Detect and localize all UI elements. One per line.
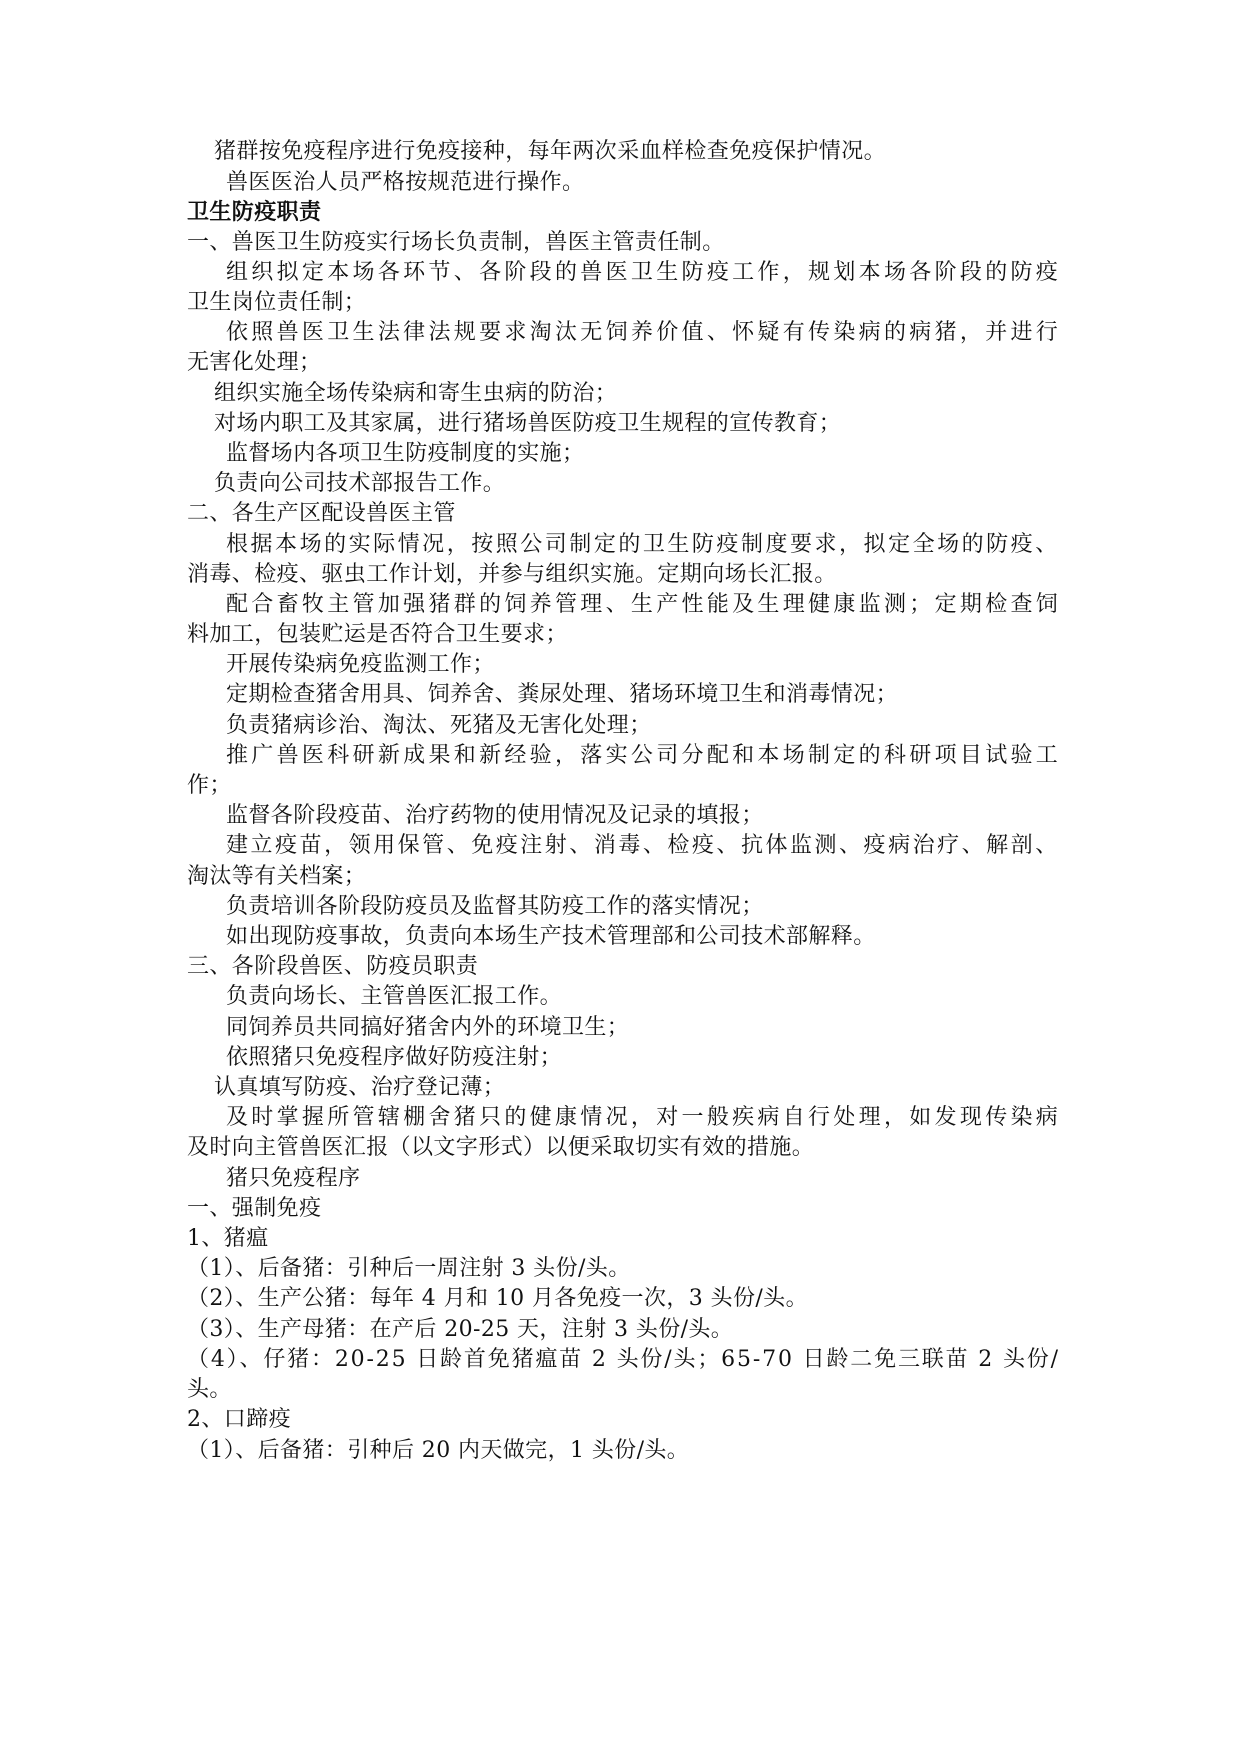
text-line-9: 组织实施全场传染病和寄生虫病的防治； [214, 381, 618, 406]
text-line-22: 作； [187, 773, 232, 798]
text-line-31: 依照猪只免疫程序做好防疫注射； [226, 1045, 563, 1070]
text-line-30: 同饲养员共同搞好猪舍内外的环境卫生； [226, 1015, 630, 1040]
text-line-5: 组织拟定本场各环节、各阶段的兽医卫生防疫工作，规划本场各阶段的防疫 [226, 260, 1062, 285]
text-line-12: 负责向公司技术部报告工作。 [214, 471, 506, 496]
text-line-20: 负责猪病诊治、淘汰、死猪及无害化处理； [226, 713, 652, 738]
text-line-24: 建立疫苗，领用保管、免疫注射、消毒、检疫、抗体监测、疫病治疗、解剖、 [226, 833, 1060, 858]
text-line-7: 依照兽医卫生法律法规要求淘汰无饲养价值、怀疑有传染病的病猪，并进行 [226, 320, 1062, 345]
text-line-33: 及时掌握所管辖棚舍猪只的健康情况，对一般疾病自行处理，如发现传染病 [226, 1105, 1062, 1130]
text-line-21: 推广兽医科研新成果和新经验，落实公司分配和本场制定的科研项目试验工 [226, 743, 1062, 768]
text-line-2: 兽医医治人员严格按规范进行操作。 [226, 170, 585, 195]
text-line-25: 淘汰等有关档案； [187, 864, 367, 889]
text-line-29: 负责向场长、主管兽医汇报工作。 [226, 984, 563, 1009]
text-line-37: 1、猪瘟 [187, 1226, 269, 1251]
text-line-27: 如出现防疫事故，负责向本场生产技术管理部和公司技术部解释。 [226, 924, 876, 949]
text-line-18: 开展传染病免疫监测工作； [226, 652, 495, 677]
text-line-34: 及时向主管兽医汇报（以文字形式）以便采取切实有效的措施。 [187, 1135, 815, 1160]
text-line-10: 对场内职工及其家属，进行猪场兽医防疫卫生规程的宣传教育； [214, 411, 842, 436]
text-line-36: 一、强制免疫 [187, 1196, 322, 1221]
text-line-13: 二、各生产区配设兽医主管 [187, 501, 456, 526]
text-line-3: 卫生防疫职责 [187, 200, 322, 225]
text-line-42: 头。 [187, 1377, 232, 1402]
text-line-41: （4）、仔猪：20-25 日龄首免猪瘟苗 2 头份/头；65-70 日龄二免三联苗 2 头份/ [187, 1347, 1060, 1372]
text-line-19: 定期检查猪舍用具、饲养舍、粪尿处理、猪场环境卫生和消毒情况； [226, 682, 899, 707]
text-line-38: （1）、后备猪：引种后一周注射 3 头份/头。 [187, 1256, 631, 1281]
text-line-39: （2）、生产公猪：每年 4 月和 10 月各免疫一次，3 头份/头。 [187, 1286, 808, 1311]
text-line-32: 认真填写防疫、治疗登记薄； [214, 1075, 506, 1100]
text-line-4: 一、兽医卫生防疫实行场长负责制，兽医主管责任制。 [187, 230, 725, 255]
text-line-35: 猪只免疫程序 [226, 1166, 361, 1191]
text-line-43: 2、口蹄疫 [187, 1407, 291, 1432]
text-line-1: 猪群按免疫程序进行免疫接种，每年两次采血样检查免疫保护情况。 [214, 139, 887, 164]
text-line-11: 监督场内各项卫生防疫制度的实施； [226, 441, 585, 466]
text-line-6: 卫生岗位责任制； [187, 290, 367, 315]
text-line-28: 三、各阶段兽医、防疫员职责 [187, 954, 479, 979]
text-line-17: 料加工，包装贮运是否符合卫生要求； [187, 622, 568, 647]
text-line-16: 配合畜牧主管加强猪群的饲养管理、生产性能及生理健康监测；定期检查饲 [226, 592, 1062, 617]
text-line-14: 根据本场的实际情况，按照公司制定的卫生防疫制度要求，拟定全场的防疫、 [226, 532, 1060, 557]
text-line-40: （3）、生产母猪：在产后 20-25 天，注射 3 头份/头。 [187, 1317, 734, 1342]
text-line-26: 负责培训各阶段防疫员及监督其防疫工作的落实情况； [226, 894, 764, 919]
text-line-44: （1）、后备猪：引种后 20 内天做完，1 头份/头。 [187, 1438, 690, 1463]
text-line-15: 消毒、检疫、驱虫工作计划，并参与组织实施。定期向场长汇报。 [187, 562, 837, 587]
text-line-23: 监督各阶段疫苗、治疗药物的使用情况及记录的填报； [226, 803, 764, 828]
text-line-8: 无害化处理； [187, 350, 322, 375]
